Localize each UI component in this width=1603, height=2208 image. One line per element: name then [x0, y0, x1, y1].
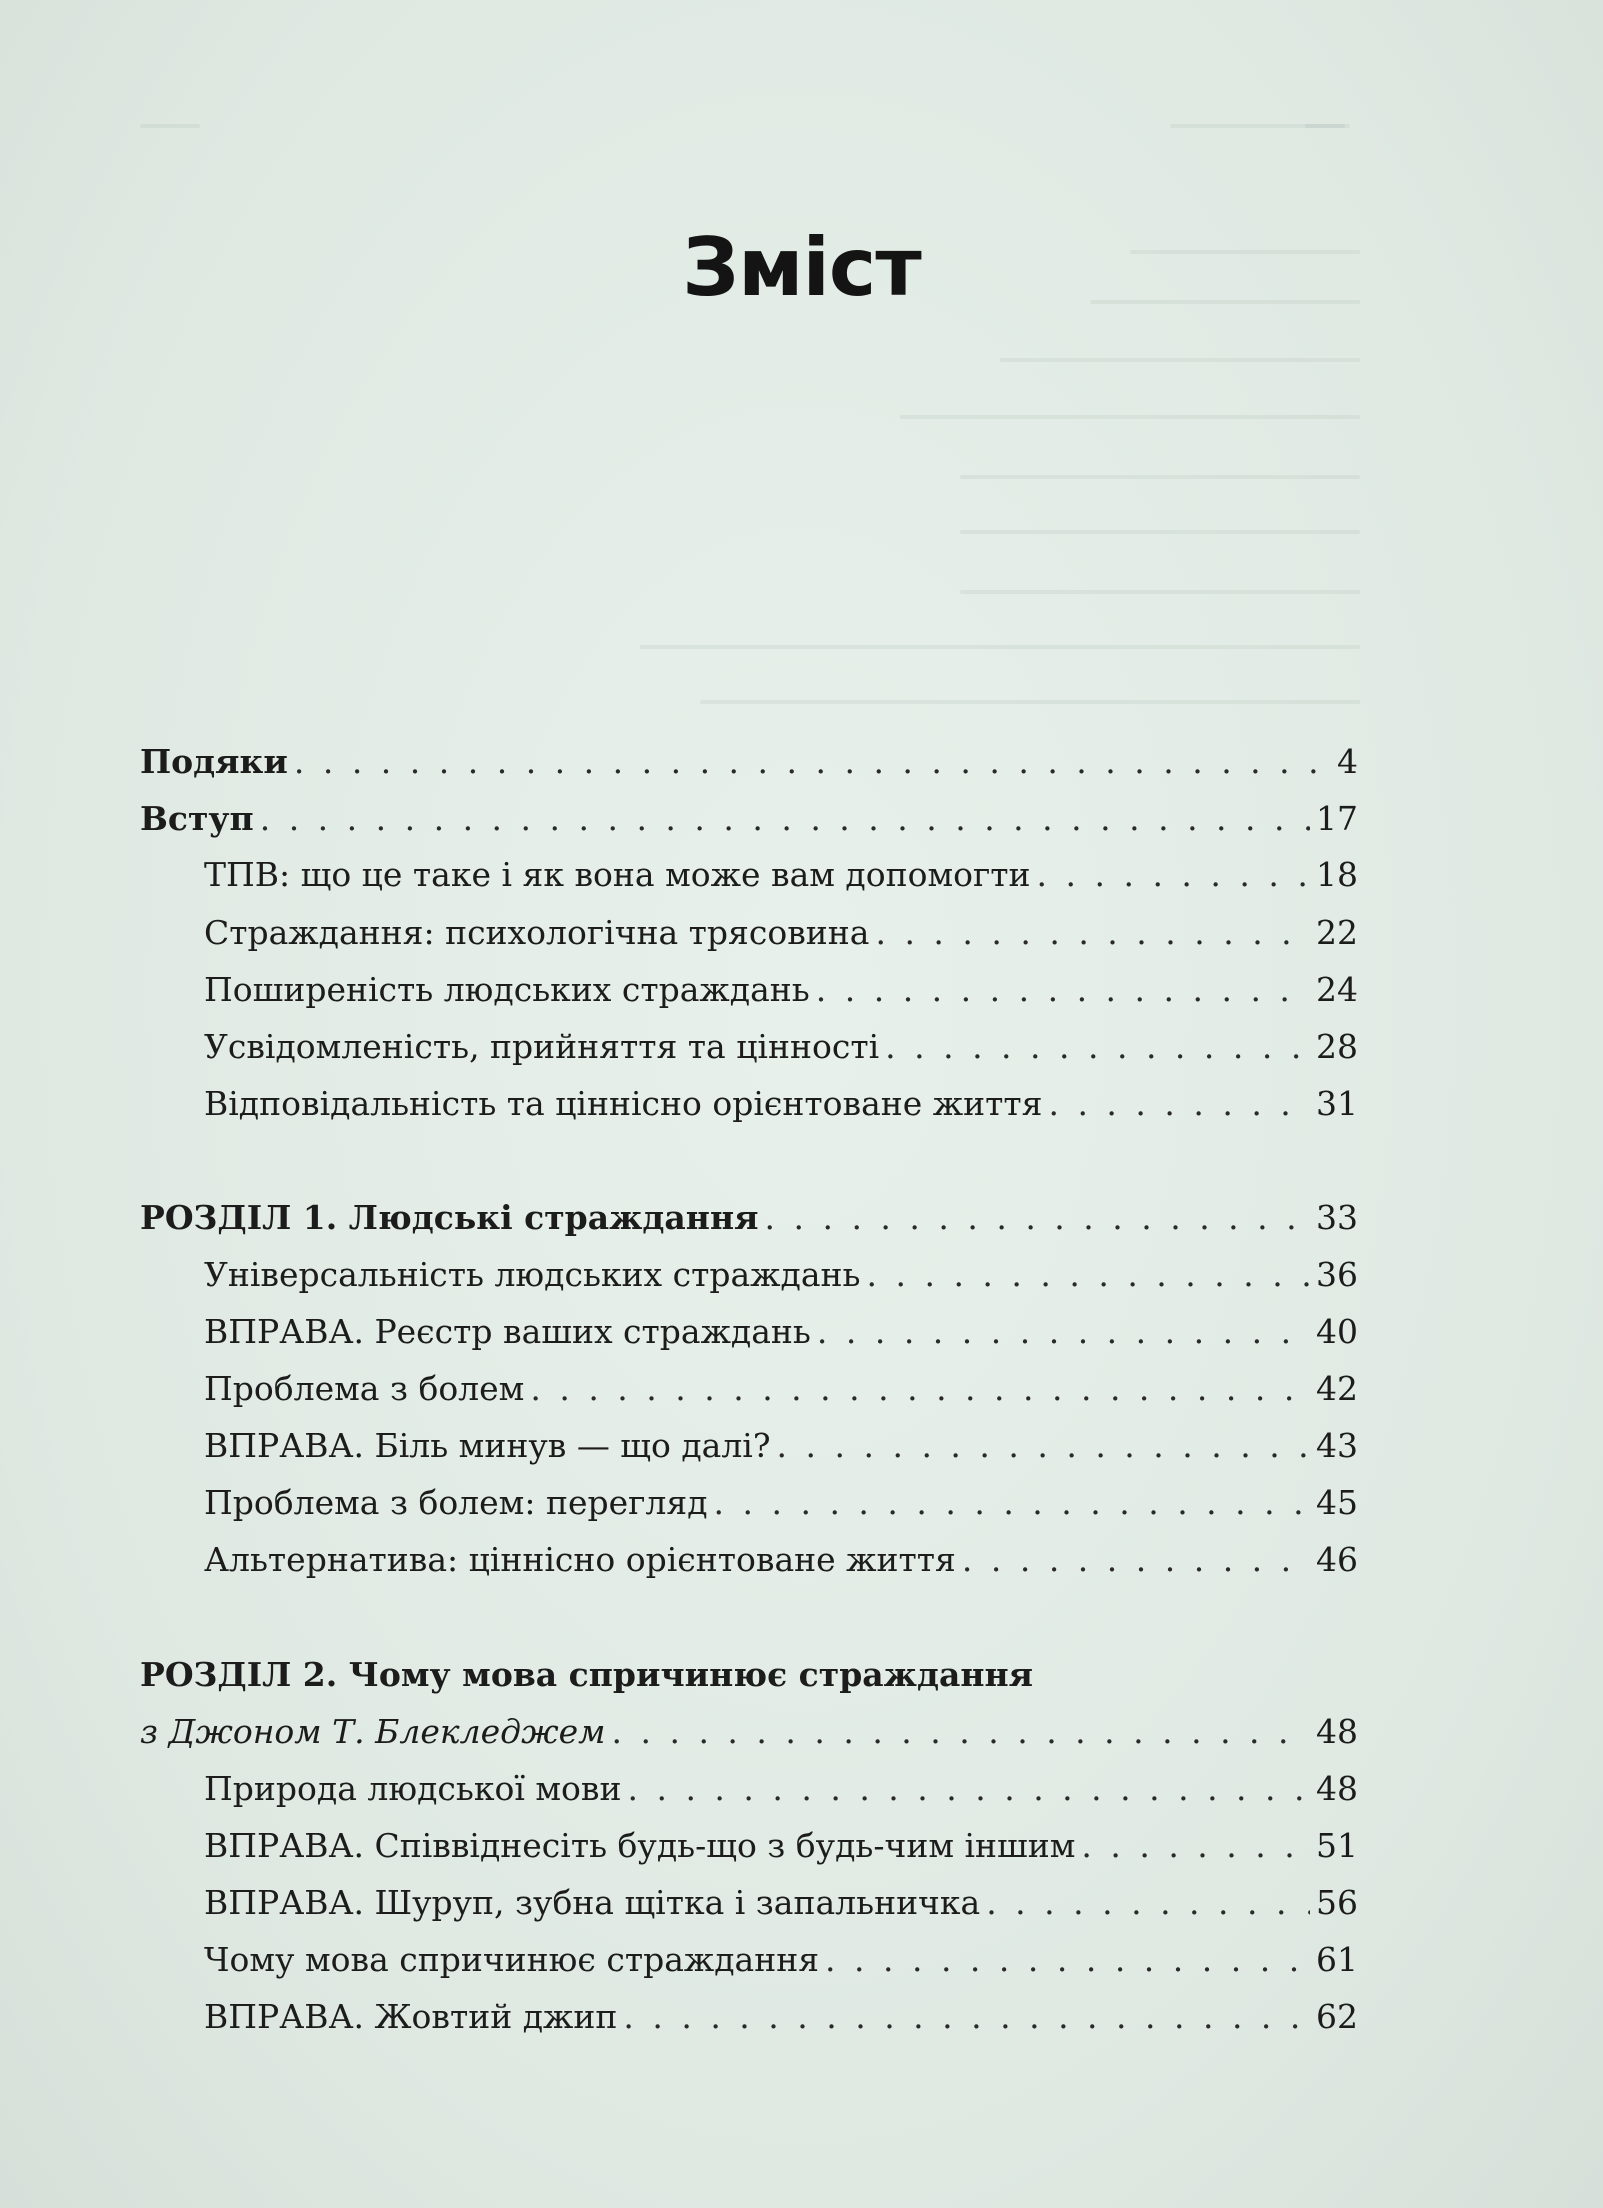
table-of-contents — [140, 0, 1358, 2208]
toc-entry — [140, 1421, 1358, 1471]
toc-entry — [140, 1535, 1358, 1585]
toc-entry-page: 33 — [1316, 1198, 1358, 1237]
toc-entry — [140, 1707, 1358, 1757]
toc-entry-label: Альтернатива: ціннісно орієнтоване життя — [204, 1540, 956, 1579]
toc-entry-label: Вступ — [140, 799, 254, 838]
toc-entry-label: ВПРАВА. Біль минув — що далі? — [204, 1426, 771, 1465]
toc-entry — [140, 1935, 1358, 1985]
toc-leader-dots — [885, 1022, 1310, 1072]
toc-leader-dots — [714, 1478, 1310, 1528]
toc-entry-coauthor: з Джоном Т. Блекледжем — [140, 1712, 606, 1751]
toc-entry-label: Природа людської мови — [204, 1769, 622, 1808]
toc-entry — [140, 1364, 1358, 1414]
toc-entry-page: 40 — [1316, 1312, 1358, 1351]
toc-entry — [140, 1022, 1358, 1072]
toc-entry — [140, 1079, 1358, 1129]
toc-entry — [140, 737, 1358, 787]
toc-chapter-entry — [140, 1193, 1358, 1243]
toc-entry-page: 46 — [1316, 1540, 1358, 1579]
toc-entry — [140, 965, 1358, 1015]
toc-entry-label: Універсальність людських страждань — [204, 1255, 861, 1294]
page-title: Зміст — [682, 221, 921, 314]
toc-entry-label: Відповідальність та ціннісно орієнтоване життя — [204, 1084, 1043, 1123]
toc-entry-page: 48 — [1316, 1769, 1358, 1808]
toc-leader-dots — [817, 1307, 1310, 1357]
toc-leader-dots — [612, 1707, 1311, 1757]
toc-leader-dots — [765, 1193, 1311, 1243]
toc-entry-label: ВПРАВА. Жовтий джип — [204, 1997, 618, 2036]
toc-entry-page: 24 — [1316, 970, 1358, 1009]
toc-leader-dots — [1037, 850, 1310, 900]
toc-entry — [140, 850, 1358, 900]
toc-leader-dots — [623, 1992, 1310, 2042]
toc-entry-page: 36 — [1316, 1255, 1358, 1294]
toc-leader-dots — [986, 1878, 1310, 1928]
toc-chapter-heading — [140, 1650, 1358, 1700]
toc-leader-dots — [1048, 1079, 1310, 1129]
toc-leader-dots — [875, 908, 1310, 958]
toc-entry-page: 4 — [1337, 742, 1358, 781]
toc-leader-dots — [1081, 1821, 1310, 1871]
toc-entry-page: 31 — [1316, 1084, 1358, 1123]
toc-entry — [140, 1764, 1358, 1814]
toc-entry-label: ТПВ: що це таке і як вона може вам допомогти — [204, 855, 1031, 894]
toc-entry — [140, 1878, 1358, 1928]
toc-leader-dots — [962, 1535, 1310, 1585]
toc-entry-label: Чому мова спричинює страждання — [204, 1940, 820, 1979]
toc-entry — [140, 908, 1358, 958]
toc-entry-page: 18 — [1316, 855, 1358, 894]
toc-entry — [140, 1250, 1358, 1300]
toc-entry-page: 61 — [1316, 1940, 1358, 1979]
toc-entry-label: Поширеність людських страждань — [204, 970, 810, 1009]
toc-entry — [140, 1478, 1358, 1528]
toc-leader-dots — [627, 1764, 1310, 1814]
toc-leader-dots — [867, 1250, 1311, 1300]
toc-entry-page: 22 — [1316, 913, 1358, 952]
toc-leader-dots — [816, 965, 1310, 1015]
toc-entry-label: Проблема з болем — [204, 1369, 525, 1408]
toc-leader-dots — [294, 737, 1331, 787]
toc-entry-label: РОЗДІЛ 1. Людські страждання — [140, 1198, 759, 1237]
toc-leader-dots — [260, 794, 1310, 844]
toc-entry-label: Страждання: психологічна трясовина — [204, 913, 870, 952]
toc-entry-page: 43 — [1316, 1426, 1358, 1465]
toc-entry-label: РОЗДІЛ 2. Чому мова спричинює страждання — [140, 1655, 1034, 1694]
toc-entry — [140, 1821, 1358, 1871]
toc-entry — [140, 1307, 1358, 1357]
toc-entry-page: 62 — [1316, 1997, 1358, 2036]
toc-entry-page: 17 — [1316, 799, 1358, 838]
toc-entry-page: 42 — [1316, 1369, 1358, 1408]
toc-entry-page: 28 — [1316, 1027, 1358, 1066]
toc-leader-dots — [777, 1421, 1310, 1471]
toc-entry-label: ВПРАВА. Шуруп, зубна щітка і запальничка — [204, 1883, 981, 1922]
toc-entry-page: 56 — [1316, 1883, 1358, 1922]
toc-leader-dots — [825, 1935, 1310, 1985]
toc-entry-page: 51 — [1316, 1826, 1358, 1865]
toc-entry-page: 45 — [1316, 1483, 1358, 1522]
toc-entry-label: Подяки — [140, 742, 288, 781]
toc-entry-label: Проблема з болем: перегляд — [204, 1483, 708, 1522]
toc-entry-page: 48 — [1316, 1712, 1358, 1751]
toc-entry-label: Усвідомленість, прийняття та цінності — [204, 1027, 880, 1066]
toc-entry-label: ВПРАВА. Співвіднесіть будь-що з будь-чим іншим — [204, 1826, 1076, 1865]
toc-leader-dots — [530, 1364, 1310, 1414]
toc-entry-label: ВПРАВА. Реєстр ваших страждань — [204, 1312, 811, 1351]
toc-entry — [140, 1992, 1358, 2042]
toc-entry — [140, 794, 1358, 844]
